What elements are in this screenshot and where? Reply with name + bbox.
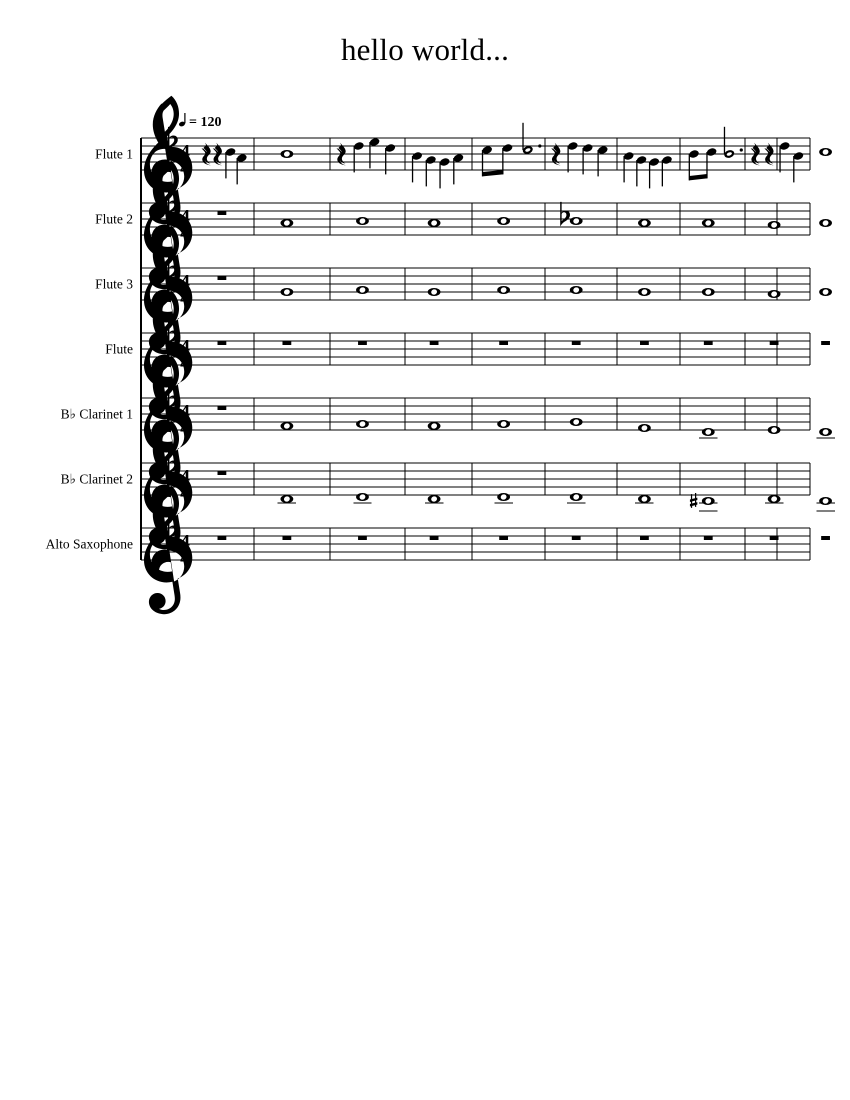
time-signature-numerator: 4 [180,467,190,488]
whole-rest[interactable] [572,536,581,540]
time-signature [180,272,190,309]
time-signature [180,402,190,439]
whole-notehead[interactable] [819,219,832,227]
measure [218,211,227,215]
whole-notehead[interactable] [356,217,369,225]
whole-rest[interactable] [218,471,227,475]
whole-notehead[interactable] [768,426,781,434]
whole-notehead[interactable] [497,286,510,294]
measure [821,536,830,540]
time-signature-denominator: 4 [180,353,190,374]
whole-notehead[interactable] [819,428,832,436]
instrument-label-flute1: Flute 1 [95,146,133,162]
whole-rest[interactable] [430,341,439,345]
measure [765,495,783,503]
whole-notehead[interactable] [280,288,293,296]
whole-notehead[interactable] [819,288,832,296]
whole-rest[interactable] [770,536,779,540]
measure [428,219,441,227]
measure [280,288,293,296]
time-signature-numerator: 4 [180,207,190,228]
whole-notehead[interactable] [819,497,832,505]
whole-rest[interactable] [499,536,508,540]
whole-notehead[interactable] [280,422,293,430]
whole-notehead[interactable] [428,422,441,430]
measure [770,536,779,540]
whole-rest[interactable] [704,341,713,345]
measure [819,148,832,156]
measure [572,341,581,345]
staff-flute [105,291,830,419]
whole-rest[interactable] [821,536,830,540]
flat-path [560,202,570,227]
time-signature [180,337,190,374]
augmentation-dot [538,144,541,147]
time-signature-denominator: 4 [180,483,190,504]
whole-rest[interactable] [704,536,713,540]
whole-rest[interactable] [770,341,779,345]
whole-notehead[interactable] [702,428,715,436]
whole-notehead[interactable] [570,418,583,426]
time-signature-numerator: 4 [180,272,190,293]
measure [499,536,508,540]
measure [638,424,651,432]
measure [428,422,441,430]
measure [570,286,583,294]
measure [819,288,832,296]
whole-notehead[interactable] [570,217,583,225]
measure [497,217,510,225]
measure [770,341,779,345]
whole-notehead[interactable] [638,424,651,432]
whole-notehead[interactable] [638,495,651,503]
measure [356,217,369,225]
measure [218,276,227,280]
whole-rest[interactable] [218,406,227,410]
tempo-value: = 120 [189,115,222,130]
measure [201,143,247,185]
whole-rest[interactable] [821,341,830,345]
whole-notehead[interactable] [702,219,715,227]
time-signature-denominator: 4 [180,223,190,244]
instrument-label-altosax: Alto Saxophone [45,536,133,552]
measure [430,536,439,540]
measure [702,288,715,296]
whole-rest[interactable] [358,341,367,345]
whole-notehead[interactable] [768,290,781,298]
whole-rest[interactable] [218,341,227,345]
measure [358,341,367,345]
measure [481,123,541,177]
instrument-label-flute2: Flute 2 [95,211,133,227]
time-signature [180,467,190,504]
instrument-label-flute: Flute [105,341,133,357]
measure [218,341,227,345]
time-signature-numerator: 4 [180,337,190,358]
staff-flute3 [95,226,832,354]
whole-notehead[interactable] [570,286,583,294]
measure [218,406,227,410]
measure [768,290,781,298]
measure [768,426,781,434]
whole-notehead[interactable] [702,288,715,296]
measure [430,341,439,345]
measure [635,495,653,503]
whole-rest[interactable] [358,536,367,540]
measure [816,428,834,438]
whole-notehead[interactable] [356,286,369,294]
whole-notehead[interactable] [819,148,832,156]
whole-notehead[interactable] [638,288,651,296]
whole-notehead[interactable] [570,493,583,501]
time-signature-denominator: 4 [180,548,190,569]
whole-rest[interactable] [218,276,227,280]
measure [821,341,830,345]
measure [638,288,651,296]
measure [280,422,293,430]
augmentation-dot [740,148,743,151]
measure [638,219,651,227]
measure [499,341,508,345]
measure [497,286,510,294]
whole-notehead[interactable] [768,495,781,503]
measure [640,341,649,345]
beam [483,170,503,176]
time-signature-numerator: 4 [180,532,190,553]
instrument-label-clar2: B♭ Clarinet 2 [60,471,133,487]
measure [358,536,367,540]
staff-altosax [46,486,830,614]
whole-notehead[interactable] [428,219,441,227]
measure [428,288,441,296]
measure [282,341,291,345]
whole-notehead[interactable] [497,217,510,225]
whole-rest[interactable] [218,536,227,540]
page-title: hello world... [340,32,510,67]
measure [280,150,293,158]
whole-notehead[interactable] [768,221,781,229]
whole-rest[interactable] [499,341,508,345]
tempo-marking [178,113,221,130]
staff-flute2 [95,161,832,289]
whole-notehead[interactable] [280,219,293,227]
whole-rest[interactable] [572,341,581,345]
whole-rest[interactable] [640,341,649,345]
measure [282,536,291,540]
whole-notehead[interactable] [638,219,651,227]
measure [572,536,581,540]
measure [570,418,583,426]
measure [218,536,227,540]
time-signature-denominator: 4 [180,288,190,309]
instrument-label-clar1: B♭ Clarinet 1 [60,406,133,422]
measure [704,341,713,345]
measure [640,536,649,540]
measure [356,286,369,294]
whole-notehead[interactable] [280,150,293,158]
time-signature-denominator: 4 [180,158,190,179]
measure [425,495,443,503]
whole-notehead[interactable] [280,495,293,503]
beam [689,174,707,180]
measure [704,536,713,540]
measure [702,219,715,227]
whole-notehead[interactable] [428,495,441,503]
whole-rest[interactable] [640,536,649,540]
measure [768,221,781,229]
time-signature-numerator: 4 [180,142,190,163]
whole-notehead[interactable] [497,493,510,501]
time-signature [180,142,190,179]
measure [336,137,396,174]
whole-notehead[interactable] [356,420,369,428]
whole-rest[interactable] [430,536,439,540]
measure [278,495,296,503]
whole-notehead[interactable] [497,420,510,428]
accidental-flat [560,202,570,227]
whole-notehead[interactable] [702,497,715,505]
time-signature-denominator: 4 [180,418,190,439]
whole-rest[interactable] [218,211,227,215]
measure [819,219,832,227]
measure [690,493,718,511]
measure [560,202,582,227]
time-signature [180,207,190,244]
time-signature-numerator: 4 [180,402,190,423]
whole-notehead[interactable] [356,493,369,501]
measure [218,471,227,475]
whole-rest[interactable] [282,536,291,540]
measure [280,219,293,227]
measure [356,420,369,428]
measure [816,497,834,511]
instrument-label-flute3: Flute 3 [95,276,133,292]
measure [497,420,510,428]
whole-notehead[interactable] [428,288,441,296]
time-signature [180,532,190,569]
whole-rest[interactable] [282,341,291,345]
